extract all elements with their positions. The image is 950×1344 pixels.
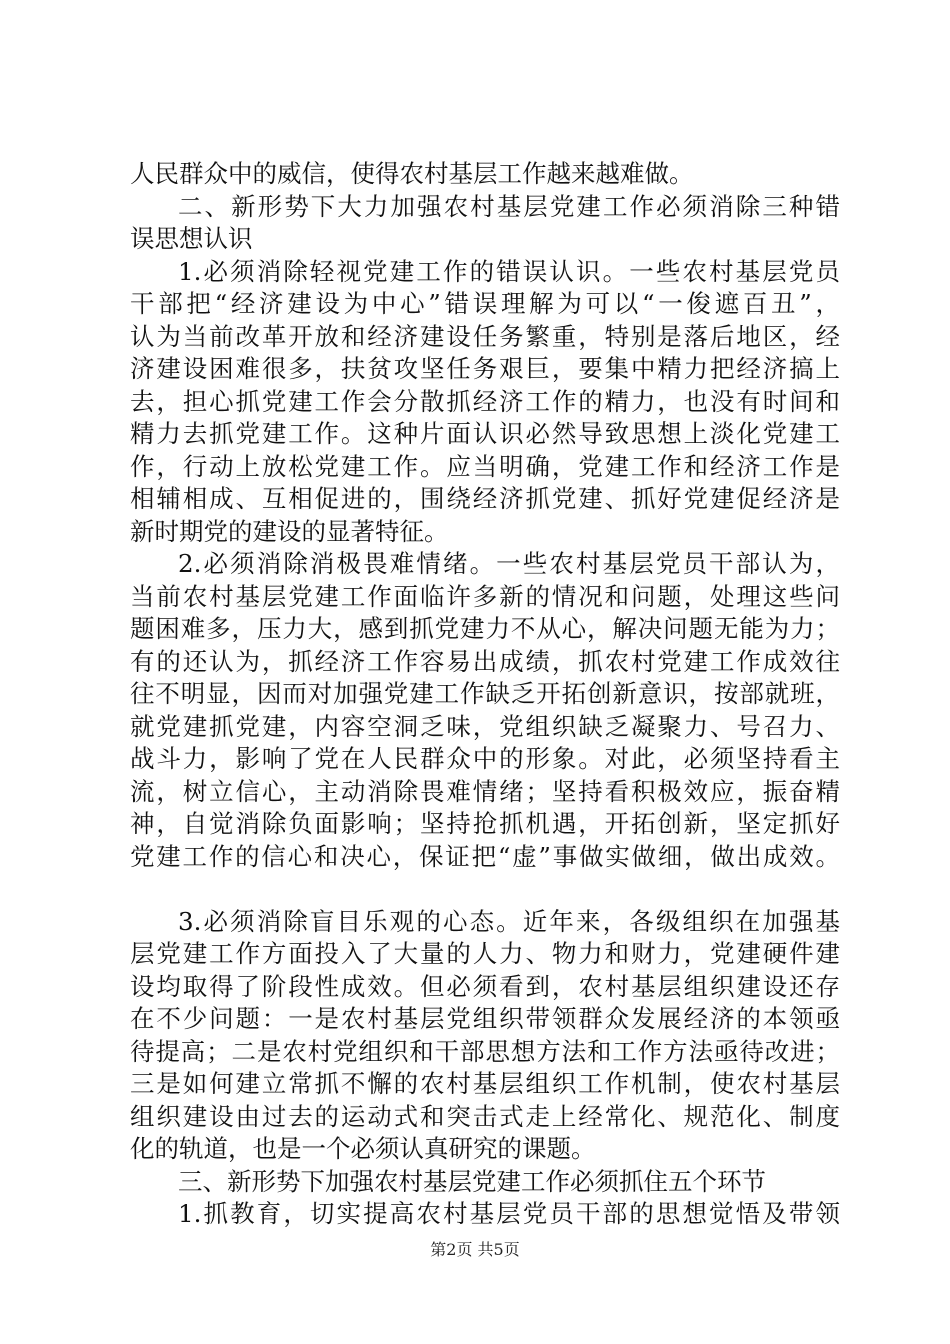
text-line: 有的还认为，抓经济工作容易出成绩，抓农村党建工作成效往	[130, 646, 840, 676]
text-line: 2.必须消除消极畏难情绪。一些农村基层党员干部认为，	[178, 549, 840, 578]
text-line: 3.必须消除盲目乐观的心态。近年来，各级组织在加强基	[178, 906, 840, 936]
blank-line	[130, 873, 840, 906]
text-line: 在不少问题：一是农村基层党组织带领群众发展经济的本领亟	[130, 1004, 840, 1033]
text-line: 济建设困难很多，扶贫攻坚任务艰巨，要集中精力把经济搞上	[130, 354, 840, 383]
text-line: 认为当前改革开放和经济建设任务繁重，特别是落后地区，经	[130, 321, 840, 351]
text-line: 误思想认识	[130, 224, 253, 253]
text-line: 相辅相成、互相促进的，围绕经济抓党建、抓好党建促经济是	[130, 484, 840, 513]
text-line: 化的轨道，也是一个必须认真研究的课题。	[130, 1134, 596, 1163]
text-line: 战斗力，影响了党在人民群众中的形象。对此，必须坚持看主	[130, 744, 840, 773]
text-line: 精力去抓党建工作。这种片面认识必然导致思想上淡化党建工	[130, 419, 840, 448]
text-line: 组织建设由过去的运动式和突击式走上经常化、规范化、制度	[130, 1101, 840, 1131]
text-line: 流，树立信心，主动消除畏难情绪；坚持看积极效应，振奋精	[130, 776, 840, 806]
text-line: 题困难多，压力大，感到抓党建力不从心，解决问题无能为力；	[130, 614, 840, 643]
document-body	[130, 158, 840, 1231]
text-line: 三是如何建立常抓不懈的农村基层组织工作机制，使农村基层	[130, 1069, 840, 1098]
text-line: 就党建抓党建，内容空洞乏味，党组织缺乏凝聚力、号召力、	[130, 711, 840, 741]
text-line: 1.抓教育，切实提高农村基层党员干部的思想觉悟及带领	[178, 1199, 840, 1228]
page-footer: 第2页 共5页	[430, 1240, 520, 1259]
text-line: 神，自觉消除负面影响；坚持抢抓机遇，开拓创新，坚定抓好	[130, 809, 840, 838]
text-line: 作，行动上放松党建工作。应当明确，党建工作和经济工作是	[130, 451, 840, 481]
text-line: 层党建工作方面投入了大量的人力、物力和财力，党建硬件建	[130, 939, 840, 968]
text-line: 往不明显，因而对加强党建工作缺乏开拓创新意识，按部就班，	[130, 679, 840, 708]
text-line: 新时期党的建设的显著特征。	[130, 516, 449, 546]
text-line: 二、新形势下大力加强农村基层党建工作必须消除三种错	[178, 191, 840, 221]
text-line: 党建工作的信心和决心，保证把“虚”事做实做细，做出成效。	[130, 841, 840, 871]
text-line: 去，担心抓党建工作会分散抓经济工作的精力，也没有时间和	[130, 386, 840, 416]
text-line: 设均取得了阶段性成效。但必须看到，农村基层组织建设还存	[130, 971, 840, 1001]
text-line: 当前农村基层党建工作面临许多新的情况和问题，处理这些问	[130, 581, 840, 611]
text-line: 干部把“经济建设为中心”错误理解为可以“一俊遮百丑”，	[130, 289, 840, 318]
text-line: 待提高；二是农村党组织和干部思想方法和工作方法亟待改进；	[130, 1036, 840, 1066]
text-line: 1.必须消除轻视党建工作的错误认识。一些农村基层党员	[178, 256, 840, 286]
text-line: 三、新形势下加强农村基层党建工作必须抓住五个环节	[178, 1166, 766, 1196]
text-line: 人民群众中的威信，使得农村基层工作越来越难做。	[130, 159, 694, 188]
